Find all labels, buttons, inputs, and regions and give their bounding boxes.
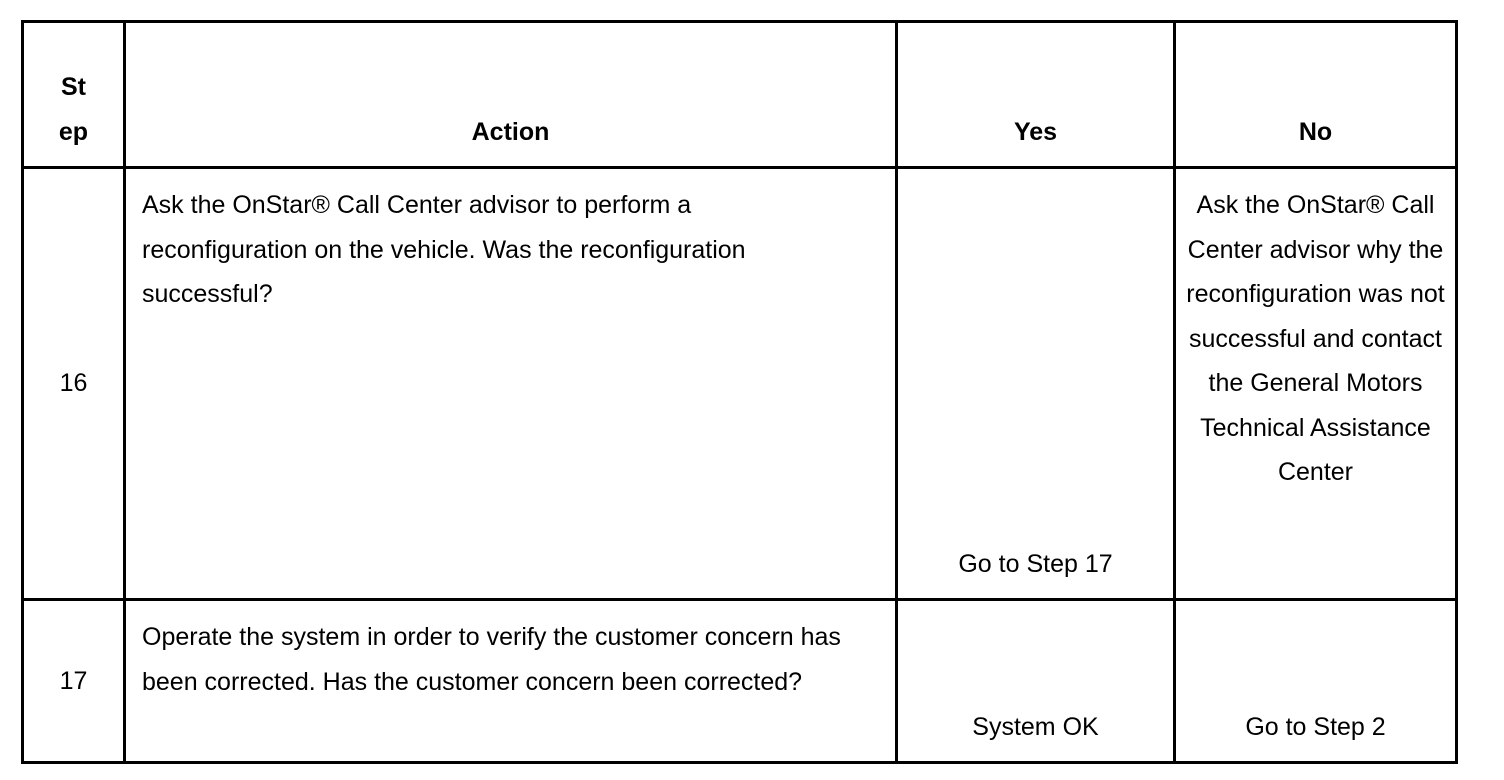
table-row (23, 168, 1457, 600)
no-header: No (1175, 22, 1457, 168)
action-text: Ask the OnStar® Call Center advisor to perform a reconfiguration on the vehicle. Was the reconfiguration successful? (125, 168, 897, 600)
step-header (23, 22, 125, 168)
table-header-row (23, 22, 1457, 168)
action-header: Action (125, 22, 897, 168)
yes-result: Go to Step 17 (897, 168, 1175, 600)
yes-result: System OK (897, 600, 1175, 763)
table-row (23, 600, 1457, 763)
step-number: 17 (23, 600, 125, 763)
yes-header: Yes (897, 22, 1175, 168)
no-result: Ask the OnStar® Call Center advisor why the reconfiguration was not successful and contact the General Motors Technical Assistance Center (1175, 168, 1457, 600)
step-header-line1: St (61, 73, 86, 101)
no-result: Go to Step 2 (1175, 600, 1457, 763)
step-header-line2: ep (58, 117, 89, 146)
step-number: 16 (23, 168, 125, 600)
diagnostic-table (21, 20, 1458, 764)
action-text: Operate the system in order to verify the customer concern has been corrected. Has the customer concern been corrected? (125, 600, 897, 763)
